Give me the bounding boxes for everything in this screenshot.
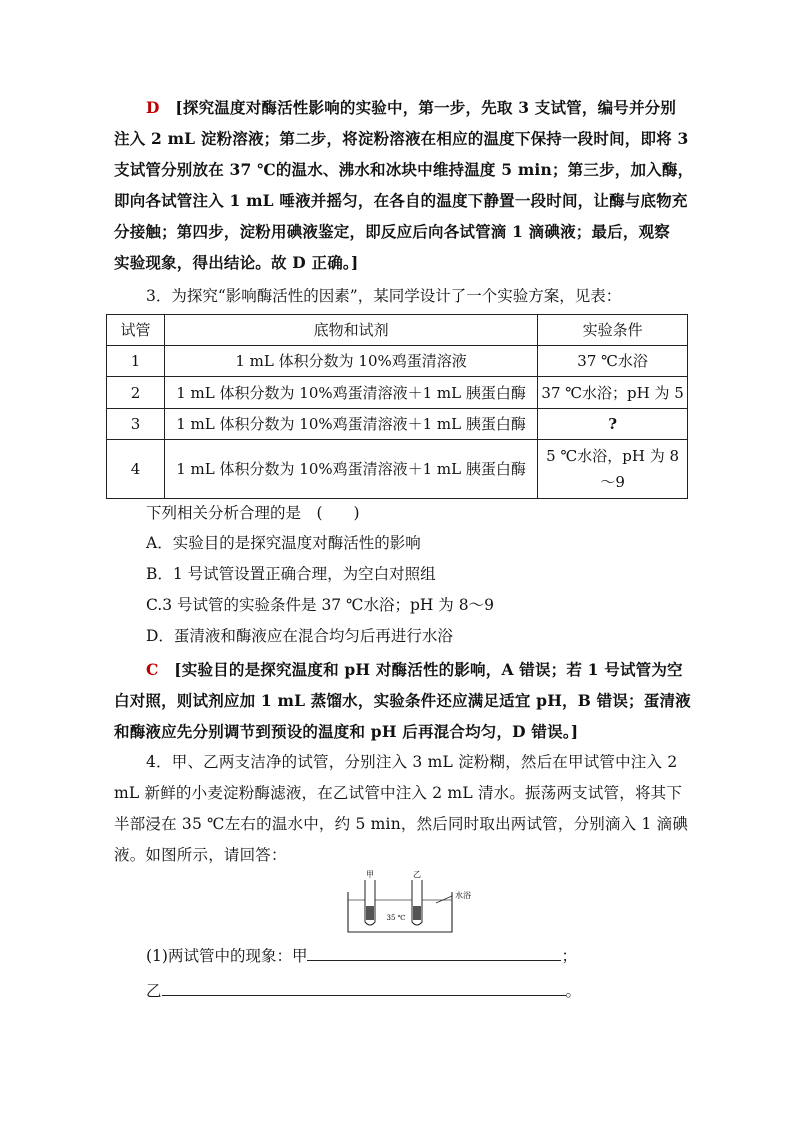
answer-c-explanation xyxy=(114,654,694,747)
table-row xyxy=(107,346,688,377)
water-label-leader xyxy=(436,896,452,903)
answer-blank-jia[interactable] xyxy=(307,944,561,961)
label-water-bath: 水浴 xyxy=(455,891,471,900)
option-d: D．蛋清液和酶液应在混合均匀后再进行水浴 xyxy=(146,627,453,645)
answer-c-line: [实验目的是探究温度和 pH 对酶活性的影响，A 错误；若 1 号试管为空 xyxy=(174,660,683,679)
answer-d-line: 支试管分别放在 37 ℃的温水、沸水和冰块中维持温度 5 min；第三步，加入酶， xyxy=(114,160,694,179)
answer-d-explanation xyxy=(114,92,694,278)
subquestion-1-end: ； xyxy=(561,947,577,965)
option-c: C.3 号试管的实验条件是 37 ℃水浴；pH 为 8～9 xyxy=(146,596,494,614)
answer-c-letter: C xyxy=(146,660,159,679)
table-cell: 1 mL 体积分数为 10%鸡蛋清溶液＋1 mL 胰蛋白酶 xyxy=(164,440,537,499)
table-header: 试管 xyxy=(107,315,165,346)
label-jia: 甲 xyxy=(366,870,374,879)
table-cell: 37 ℃水浴 xyxy=(538,346,688,377)
answer-d-letter: D xyxy=(146,98,160,117)
answer-c-line: 白对照，则试剂应加 1 mL 蒸馏水，实验条件还应满足适宜 pH，B 错误；蛋清液 xyxy=(114,691,691,710)
beaker-outline xyxy=(348,892,452,932)
tube-yi-liquid xyxy=(413,906,421,920)
label-temperature: 35 ℃ xyxy=(386,914,406,922)
subquestion-1 xyxy=(146,941,577,972)
answer-c-line: 和酶液应先分别调节到预设的温度和 pH 后再混合均匀，D 错误。] xyxy=(114,722,579,741)
question4-line: 半部浸在 35 ℃左右的温水中，约 5 min，然后同时取出两试管，分别滴入 1 滴碘 xyxy=(114,815,689,833)
answer-blank-yi[interactable] xyxy=(162,979,566,996)
label-yi: 乙 xyxy=(413,870,421,879)
tube-jia-liquid xyxy=(366,906,374,920)
answer-d-line: 即向各试管注入 1 mL 唾液并摇匀，在各自的温度下静置一段时间，让酶与底物充 xyxy=(114,191,688,210)
table-cell: 37 ℃水浴；pH 为 5 xyxy=(538,377,688,409)
water-bath-figure xyxy=(340,870,490,940)
table-row xyxy=(107,377,688,409)
table-cell: 1 xyxy=(107,346,165,377)
table-row xyxy=(107,409,688,440)
table-row xyxy=(107,440,688,499)
subquestion-1-yi xyxy=(146,976,581,1007)
table-header: 实验条件 xyxy=(538,315,688,346)
table-cell: 1 mL 体积分数为 10%鸡蛋清溶液 xyxy=(164,346,537,377)
experiment-table xyxy=(106,314,688,499)
question4-stem xyxy=(114,747,694,871)
question4-line: 液。如图所示，请回答： xyxy=(114,846,287,864)
answer-d-line: 分接触；第四步，淀粉用碘液鉴定，即反应后向各试管滴 1 滴碘液；最后，观察 xyxy=(114,222,670,241)
option-b: B．1 号试管设置正确合理，为空白对照组 xyxy=(146,565,436,583)
table-cell: 3 xyxy=(107,409,165,440)
table-cell: ? xyxy=(538,409,688,440)
table-header-row xyxy=(107,315,688,346)
question4-line: 4．甲、乙两支洁净的试管，分别注入 3 mL 淀粉糊，然后在甲试管中注入 2 xyxy=(146,753,678,771)
table-cell: 5 ℃水浴，pH 为 8～9 xyxy=(538,440,688,499)
option-a: A．实验目的是探究温度对酶活性的影响 xyxy=(146,534,421,552)
question4-line: mL 新鲜的小麦淀粉酶滤液，在乙试管中注入 2 mL 清水。振荡两支试管，将其下 xyxy=(114,784,683,802)
table-cell: 1 mL 体积分数为 10%鸡蛋清溶液＋1 mL 胰蛋白酶 xyxy=(164,409,537,440)
table-cell: 4 xyxy=(107,440,165,499)
answer-d-line: 注入 2 mL 淀粉溶液；第二步，将淀粉溶液在相应的温度下保持一段时间，即将 3 xyxy=(114,129,689,148)
question3-stem: 3．为探究“影响酶活性的因素”，某同学设计了一个实验方案，见表： xyxy=(146,287,622,305)
subquestion-1-yi-label: 乙 xyxy=(146,982,162,1000)
table-cell: 2 xyxy=(107,377,165,409)
question3-prompt: 下列相关分析合理的是 ( ) xyxy=(146,504,360,522)
subquestion-1-yi-end: 。 xyxy=(565,982,582,1000)
table-header: 底物和试剂 xyxy=(164,315,537,346)
subquestion-1-prefix: (1)两试管中的现象：甲 xyxy=(146,947,308,965)
table-cell: 1 mL 体积分数为 10%鸡蛋清溶液＋1 mL 胰蛋白酶 xyxy=(164,377,537,409)
answer-d-line: 实验现象，得出结论。故 D 正确。] xyxy=(114,253,359,272)
answer-d-line: [探究温度对酶活性影响的实验中，第一步，先取 3 支试管，编号并分别 xyxy=(175,98,677,117)
